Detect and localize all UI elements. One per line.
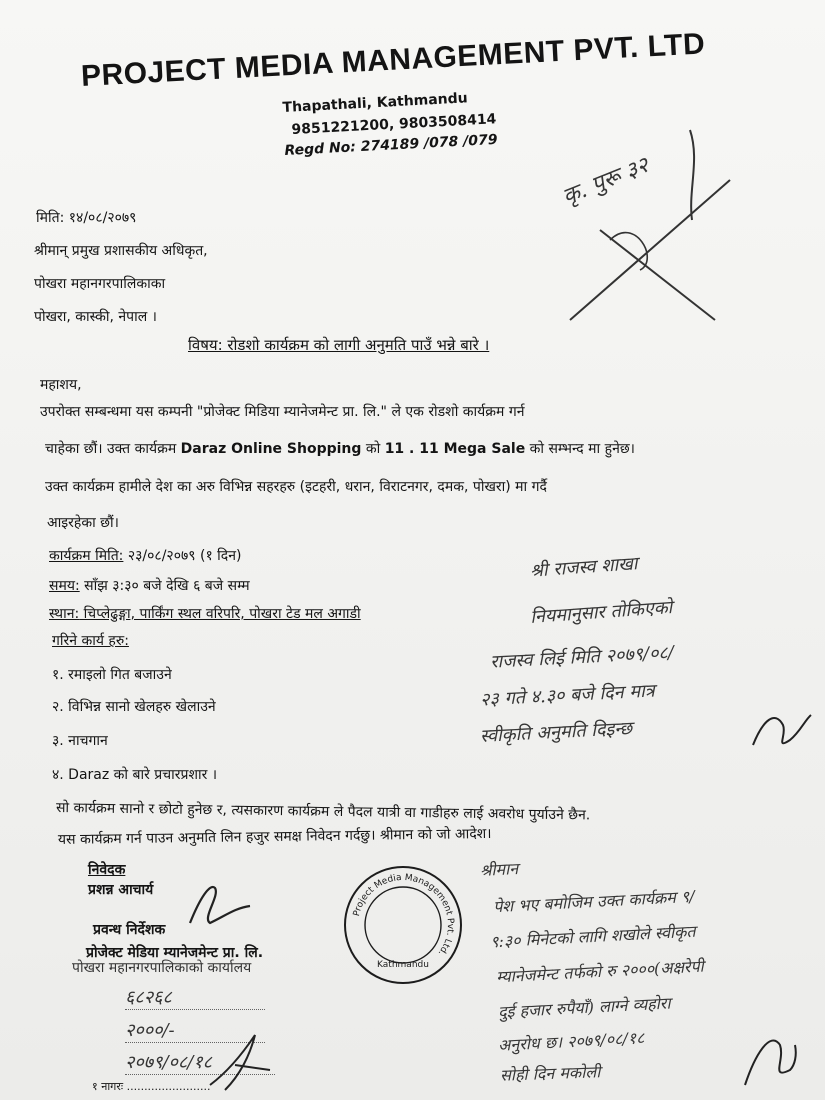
program-place-value: चिप्लेढुङ्गा, पार्किंग स्थल वरिपरि, पोखरा टेड मल अगाडी bbox=[79, 606, 361, 622]
recipient-line-2: पोखरा महानगरपालिकाका bbox=[34, 276, 166, 292]
applicant-company: प्रोजेक्ट मेडिया म्यानेजमेन्ट प्रा. लि. bbox=[86, 945, 264, 961]
office-signature bbox=[205, 1030, 275, 1095]
note-right-signature bbox=[745, 700, 815, 760]
activity-item: ३. नाचगान bbox=[52, 733, 108, 749]
applicant-signature bbox=[180, 878, 260, 938]
note-bottom-line-5: दुई हजार रुपैयाँ) लाग्ने व्यहोरा bbox=[497, 993, 671, 1022]
note-right-line-2: नियमानुसार तोकिएको bbox=[529, 597, 673, 628]
program-date-value: २३/०८/२०७९ (१ दिन) bbox=[123, 548, 242, 564]
note-bottom-line-1: श्रीमान bbox=[479, 859, 519, 880]
receipt-number: ६८२६८ bbox=[125, 985, 265, 1010]
note-bottom-line-2: पेश भए बमोजिम उक्त कार्यक्रम ९/ bbox=[492, 886, 696, 917]
recipient-line-3: पोखरा, कास्की, नेपाल । bbox=[34, 309, 157, 325]
activity-item: ४. Daraz को बारे प्रचारप्रशार । bbox=[52, 767, 218, 783]
receipt-date: २०७९/०८/१८ bbox=[125, 1050, 275, 1075]
para-2-part-e: को सम्भन्द मा हुनेछ। bbox=[525, 441, 635, 457]
recipient-line-1: श्रीमान् प्रमुख प्रशासकीय अधिकृत, bbox=[34, 243, 208, 259]
company-regd: Regd No: 274189 /078 /079 bbox=[284, 131, 498, 159]
note-right-line-5: स्वीकृति अनुमति दिइन्छ bbox=[479, 718, 633, 747]
applicant-heading: निवेदक bbox=[88, 862, 126, 878]
applicant-title: प्रवन्ध निर्देशक bbox=[93, 922, 166, 938]
stamp-city: Kathmandu bbox=[377, 960, 429, 970]
body-paragraph-3: उक्त कार्यक्रम हामीले देश का अरु विभिन्न सहरहरु (इटहरी, धरान, विराटनगर, दमक, पोखरा) मा गर्दै bbox=[45, 479, 547, 495]
company-name: PROJECT MEDIA MANAGEMENT PVT. LTD bbox=[80, 27, 706, 94]
program-place bbox=[49, 606, 361, 623]
note-bottom-line-7: सोही दिन मकोली bbox=[499, 1062, 601, 1085]
body-paragraph-5: सो कार्यक्रम सानो र छोटो हुनेछ र, त्यसकारण कार्यक्रम ले पैदल यात्री वा गाडीहरु लाई अवरोध पुर्याउने छैन. bbox=[55, 800, 591, 824]
activity-item: १. रमाइलो गित बजाउने bbox=[52, 667, 172, 683]
company-phones: 9851221200, 9803508414 bbox=[291, 111, 497, 138]
activities-heading: गरिने कार्य हरु: bbox=[52, 633, 129, 649]
note-right-line-4: २३ गते ४.३० बजे दिन मात्र bbox=[479, 680, 656, 711]
program-time-label: समय: bbox=[49, 578, 80, 594]
activity-item: २. विभिन्न सानो खेलहरु खेलाउने bbox=[52, 699, 216, 715]
note-bottom-line-6: अनुरोध छ। २०७९/०८/१८ bbox=[497, 1028, 645, 1055]
program-place-label: स्थान: bbox=[49, 606, 80, 622]
program-date-label: कार्यक्रम मिति: bbox=[49, 548, 124, 564]
program-date bbox=[49, 548, 241, 565]
body-paragraph-6: यस कार्यक्रम गर्न पाउन अनुमति लिन हजुर समक्ष निवेदन गर्दछु। श्रीमान को जो आदेश। bbox=[57, 825, 492, 848]
receipt-label: १ नागरः ........................ bbox=[92, 1080, 211, 1093]
note-bottom-signature bbox=[735, 1025, 805, 1095]
company-stamp bbox=[342, 864, 464, 986]
initials-handwriting: कृ. पुरू ३२ bbox=[559, 152, 653, 210]
office-name: पोखरा महानगरपालिकाको कार्यालय bbox=[72, 960, 252, 976]
note-bottom-line-3: ९:३० मिनेटको लागि शखोले स्वीकृत bbox=[489, 921, 696, 952]
note-bottom-line-4: म्यानेजमेन्ट तर्फको रु २०००(अक्षरेपी bbox=[495, 956, 705, 987]
program-time bbox=[49, 578, 250, 595]
body-paragraph-4: आइरहेका छौं। bbox=[47, 515, 119, 531]
note-right-line-3: राजस्व लिई मिति २०७९/०८/ bbox=[489, 642, 675, 673]
daraz-name: Daraz Online Shopping bbox=[180, 441, 362, 457]
body-paragraph-1: उपरोक्त सम्बन्धमा यस कम्पनी "प्रोजेक्ट मिडिया म्यानेजमेन्ट प्रा. लि." ले एक रोडशो कार्यक्रम गर्न bbox=[40, 404, 525, 420]
mega-sale-name: 11 . 11 Mega Sale bbox=[384, 441, 526, 457]
note-right-line-1: श्री राजस्व शाखा bbox=[529, 553, 639, 582]
letter-subject: विषय: रोडशो कार्यक्रम को लागी अनुमति पाउँ भन्ने बारे । bbox=[188, 336, 490, 354]
company-address: Thapathali, Kathmandu bbox=[282, 90, 469, 116]
stamp-ring-text: Project Media Management Pvt. Ltd. bbox=[351, 872, 456, 958]
para-2-part-c: को bbox=[361, 441, 385, 457]
letter-date: मिति: १४/०८/२०७९ bbox=[36, 210, 137, 226]
applicant-name: प्रशन्न आचार्य bbox=[88, 882, 154, 898]
salutation: महाशय, bbox=[40, 377, 82, 393]
program-time-value: साँझ ३:३० बजे देखि ६ बजे सम्म bbox=[79, 578, 250, 594]
para-2-part-a: चाहेका छौं। उक्त कार्यक्रम bbox=[45, 441, 181, 457]
receipt-amount: २०००/- bbox=[125, 1018, 265, 1043]
body-paragraph-2 bbox=[45, 441, 635, 458]
